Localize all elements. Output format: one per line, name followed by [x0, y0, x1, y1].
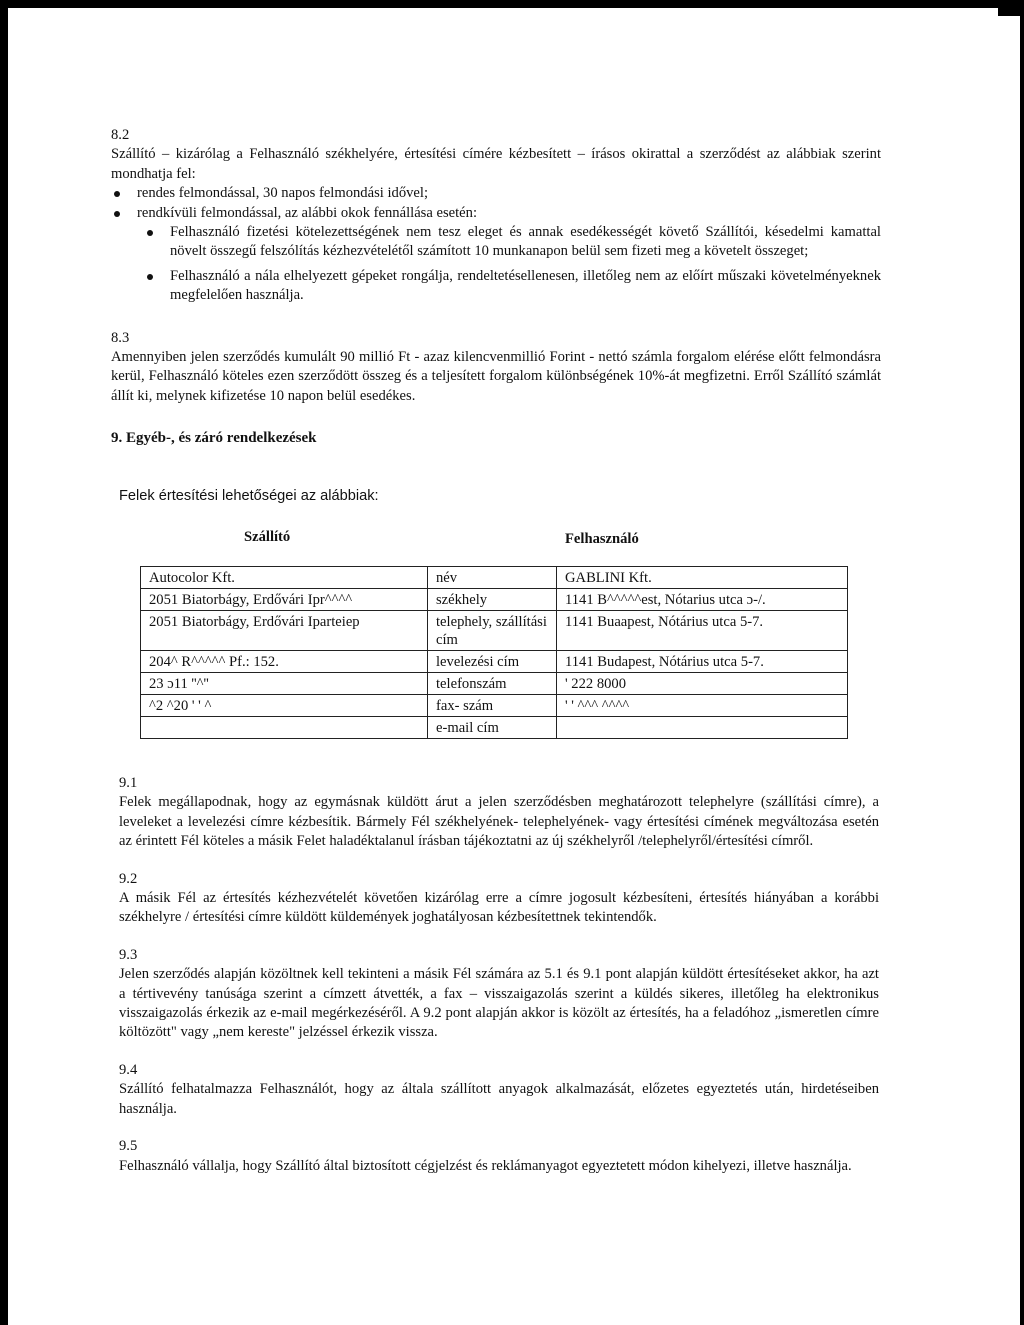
section-number-9-4: 9.4 — [119, 1061, 138, 1078]
field-label-cell: székhely — [428, 589, 557, 611]
scan-corner-mark — [998, 8, 1020, 16]
upper-section — [111, 126, 881, 449]
table-row — [141, 673, 848, 695]
section-number-9-3: 9.3 — [119, 946, 138, 963]
supplier-cell: ^2 ^20 ' ' ^ — [141, 695, 428, 717]
field-label-cell: név — [428, 567, 557, 589]
field-label-cell: e-mail cím — [428, 717, 557, 739]
section-8-3-text: Amennyiben jelen szerződés kumulált 90 millió Ft - azaz kilencvenmillió Forint - nettó számla forgalom elérése előtt felmondásra kerül, Felhasználó köteles ezen szerződött összeg és a teljesített forgalom különbségének 10%-át megfizetni. Erről Szállító számlát állít ki, melynek kifizetése 10 napon belül esedékes. — [111, 349, 881, 404]
section-number-9-5: 9.5 — [119, 1138, 138, 1155]
supplier-cell — [141, 717, 428, 739]
user-cell — [557, 717, 848, 739]
list-item — [111, 267, 881, 306]
table-row — [141, 717, 848, 739]
section-number-8-3: 8.3 — [111, 329, 130, 346]
bullet-icon — [147, 230, 153, 236]
section-number-9-2: 9.2 — [119, 870, 138, 887]
list-item-text: rendkívüli felmondással, az alábbi okok fennállása esetén: — [137, 204, 477, 221]
list-item — [111, 223, 881, 262]
section-9-1-text: Felek megállapodnak, hogy az egymásnak küldött árut a jelen szerződésben meghatározott telephelyre (szállítási címre), a leveleket a levelezési címre kézbesítik. Bármely Fél székhelyének- telephelyének- vagy értesítési címének megváltozása esetén az érintett Fél köteles a másik Felet haladéktalanul írásban tájékoztatni az új székhelyről /telephelyről/értesítési címről. — [119, 794, 879, 850]
user-cell: 1141 Buaapest, Nótárius utca 5-7. — [557, 611, 848, 651]
column-header-supplier: Szállító — [244, 529, 291, 545]
contacts-table — [140, 566, 848, 739]
section-9-heading: 9. Egyéb-, és záró rendelkezések — [111, 430, 317, 447]
bullet-icon — [114, 191, 120, 197]
extraordinary-reasons-list — [111, 223, 881, 306]
table-row — [141, 567, 848, 589]
supplier-cell: Autocolor Kft. — [141, 567, 428, 589]
list-item — [111, 184, 881, 203]
user-cell: 1141 B^^^^^est, Nótarius utca ɔ-/. — [557, 589, 848, 611]
table-row — [141, 611, 848, 651]
table-row — [141, 695, 848, 717]
section-9-3-text: Jelen szerződés alapján közöltnek kell tekinteni a másik Fél számára az 5.1 és 9.1 pont alapján küldött értesítéseket akkor, ha azt a tértivevény tanúsága szerint a címzett átvették, a fax – visszaigazolás szerint a küldés sikeres, illetőleg ha elektronikus visszaigazolás érkezik az e-mail megérkezéséről. A 9.2 pont alapján akkor is közölt az értesítés, ha a feladóhoz „ismeretlen címre költözött" vagy „nem kereste" jelzéssel érkezik vissza. — [119, 966, 879, 1041]
section-number-9-1: 9.1 — [119, 775, 138, 791]
bullet-icon — [114, 211, 120, 217]
column-header-user: Felhasználó — [565, 531, 639, 547]
supplier-cell: 23 ɔ11 ''^'' — [141, 673, 428, 695]
contacts-intro: Felek értesítési lehetőségei az alábbiak: — [119, 488, 379, 504]
user-cell: ' ' ^^^ ^^^^ — [557, 695, 848, 717]
field-label-cell: telefonszám — [428, 673, 557, 695]
list-item-text: Felhasználó a nála elhelyezett gépeket rongálja, rendeltetésellenesen, illetőleg nem az előírt műszaki követelményeknek megfelelően használja. — [170, 267, 881, 304]
field-label-cell: fax- szám — [428, 695, 557, 717]
field-label-cell: telephely, szállítási cím — [428, 611, 557, 651]
lower-section — [119, 774, 879, 1176]
table-row — [141, 651, 848, 673]
bullet-icon — [147, 274, 153, 280]
section-9-4-text: Szállító felhatalmazza Felhasználót, hogy az általa szállított anyagok alkalmazását, előzetes egyeztetés után, hirdetéseiben használja. — [119, 1081, 879, 1117]
list-item-text: Felhasználó fizetési kötelezettségének nem tesz eleget és annak esedékességét követő Szállítói, késedelmi kamattal növelt összegű felszólítás kézhezvételétől számított 10 munkanapon belül sem fizeti meg a követelt összeget; — [170, 224, 881, 260]
supplier-cell: 204^ R^^^^^ Pf.: 152. — [141, 651, 428, 673]
section-number-8-2: 8.2 — [111, 127, 130, 143]
user-cell: 1141 Budapest, Nótárius utca 5-7. — [557, 651, 848, 673]
list-item — [111, 204, 881, 223]
field-label-cell: levelezési cím — [428, 651, 557, 673]
section-9-2-text: A másik Fél az értesítés kézhezvételét követően kizárólag erre a címre jogosult kézbesíteni, értesítés hiányában a korábbi székhelyre / értesítési címre küldött küldemények joghatályosan kézbesítettnek tekintendők. — [119, 890, 879, 926]
supplier-cell: 2051 Biatorbágy, Erdővári Ipr^^^^ — [141, 589, 428, 611]
user-cell: GABLINI Kft. — [557, 567, 848, 589]
section-9-5-text: Felhasználó vállalja, hogy Szállító által biztosított cégjelzést és reklámanyagot egyeztetett módon kihelyezi, illetve használja. — [119, 1157, 852, 1174]
section-8-2-text: Szállító – kizárólag a Felhasználó székhelyére, értesítési címére kézbesített – írásos okirattal a szerződést az alábbiak szerint mondhatja fel: — [111, 146, 881, 182]
table-row — [141, 589, 848, 611]
list-item-text: rendes felmondással, 30 napos felmondási idővel; — [137, 185, 428, 202]
termination-list — [111, 184, 881, 223]
supplier-cell: 2051 Biatorbágy, Erdővári Iparteiep — [141, 611, 428, 651]
user-cell: ' 222 8000 — [557, 673, 848, 695]
